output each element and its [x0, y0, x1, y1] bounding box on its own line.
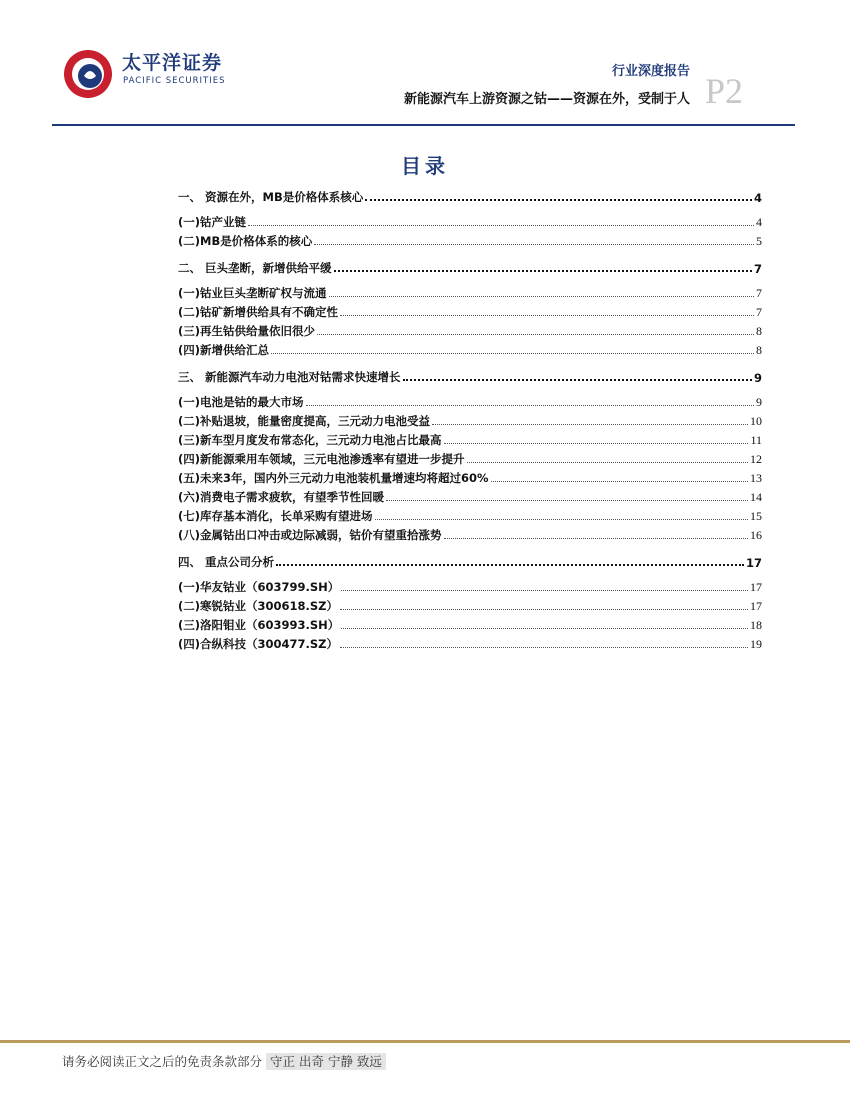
toc-entry-page: 11 — [750, 433, 762, 447]
toc-subsection-entry[interactable] — [178, 634, 762, 652]
toc-leader-dots — [467, 462, 748, 463]
toc-subsection-entry[interactable] — [178, 302, 762, 320]
toc-entry-label: (二)MB是价格体系的核心 — [178, 234, 313, 248]
toc-leader-dots — [444, 538, 748, 539]
toc-leader-dots — [329, 296, 754, 297]
toc-leader-dots — [375, 519, 748, 520]
toc-entry-page: 10 — [750, 414, 762, 428]
toc-entry-label: (四)新增供给汇总 — [178, 343, 270, 357]
toc-entry-page: 8 — [756, 324, 762, 338]
toc-entry-page: 4 — [756, 215, 762, 229]
company-logo — [60, 46, 260, 106]
toc-entry-page: 15 — [750, 509, 762, 523]
toc-entry-page: 12 — [750, 452, 762, 466]
toc-entry-page: 17 — [750, 580, 762, 594]
toc-section-entry[interactable] — [178, 258, 762, 276]
toc-leader-dots — [341, 628, 748, 629]
toc-entry-label: 二、 巨头垄断，新增供给平缓 — [178, 261, 332, 275]
toc-entry-page: 8 — [756, 343, 762, 357]
page-number-label: P2 — [705, 71, 744, 111]
toc-entry-page: 7 — [756, 305, 762, 319]
toc-leader-dots — [334, 270, 752, 272]
toc-leader-dots — [491, 481, 748, 482]
toc-entry-page: 5 — [756, 234, 762, 248]
toc-leader-dots — [403, 379, 752, 381]
toc-subsection-entry[interactable] — [178, 321, 762, 339]
toc-subsection-entry[interactable] — [178, 525, 762, 543]
toc-entry-page: 16 — [750, 528, 762, 542]
toc-subsection-entry[interactable] — [178, 487, 762, 505]
toc-entry-page: 17 — [750, 599, 762, 613]
toc-subsection-entry[interactable] — [178, 283, 762, 301]
toc-entry-label: 一、 资源在外，MB是价格体系核心 — [178, 190, 364, 204]
toc-entry-label: 三、 新能源汽车动力电池对钴需求快速增长 — [178, 370, 401, 384]
toc-leader-dots — [248, 225, 754, 226]
toc-entry-label: (八)金属钴出口冲击或边际减弱，钴价有望重拾涨势 — [178, 528, 442, 542]
toc-entry-label: (一)电池是钴的最大市场 — [178, 395, 304, 409]
logo-chinese-name: 太平洋证券 — [122, 52, 223, 74]
toc-leader-dots — [317, 334, 754, 335]
toc-leader-dots — [340, 647, 748, 648]
toc-leader-dots — [276, 564, 744, 566]
toc-leader-dots — [386, 500, 748, 501]
toc-subsection-entry[interactable] — [178, 468, 762, 486]
toc-entry-page: 9 — [753, 371, 762, 385]
toc-subsection-entry[interactable] — [178, 340, 762, 358]
toc-subsection-entry[interactable] — [178, 212, 762, 230]
toc-subsection-entry[interactable] — [178, 430, 762, 448]
toc-subsection-entry[interactable] — [178, 231, 762, 249]
pacific-securities-logo-icon — [60, 46, 116, 102]
toc-entry-page: 7 — [756, 286, 762, 300]
toc-entry-page: 13 — [750, 471, 762, 485]
footer-motto: 守正 出奇 宁静 致远 — [266, 1053, 386, 1070]
toc-entry-page: 17 — [745, 556, 762, 570]
toc-subsection-entry[interactable] — [178, 411, 762, 429]
toc-entry-page: 9 — [756, 395, 762, 409]
report-type: 行业深度报告 — [611, 64, 690, 79]
toc-entry-label: (三)再生钴供给量依旧很少 — [178, 324, 316, 338]
toc-entry-label: (二)钴矿新增供给具有不确定性 — [178, 305, 339, 319]
toc-title: 目录 — [401, 154, 449, 178]
toc-leader-dots — [432, 424, 748, 425]
toc-subsection-entry[interactable] — [178, 506, 762, 524]
toc-section-entry[interactable] — [178, 187, 762, 205]
toc-subsection-entry[interactable] — [178, 615, 762, 633]
toc-entry-label: (三)新车型月度发布常态化，三元动力电池占比最高 — [178, 433, 442, 447]
toc-subsection-entry[interactable] — [178, 449, 762, 467]
toc-entry-label: (一)钴业巨头垄断矿权与流通 — [178, 286, 327, 300]
toc-entry-page: 18 — [750, 618, 762, 632]
toc-entry-label: (五)未来3年，国内外三元动力电池装机量增速均将超过60% — [178, 471, 489, 485]
toc-subsection-entry[interactable] — [178, 577, 762, 595]
toc-entry-page: 7 — [753, 262, 762, 276]
toc-entry-label: (一)华友钴业（603799.SH） — [178, 580, 340, 594]
toc-leader-dots — [340, 315, 754, 316]
toc-leader-dots — [365, 199, 752, 201]
toc-entry-page: 4 — [753, 191, 762, 205]
footer-divider — [0, 1040, 850, 1043]
toc-entry-label: (四)合纵科技（300477.SZ） — [178, 637, 339, 651]
toc-leader-dots — [340, 609, 748, 610]
toc-leader-dots — [306, 405, 754, 406]
report-title: 新能源汽车上游资源之钴——资源在外，受制于人 — [403, 92, 690, 107]
footer-disclaimer: 请务必阅读正文之后的免责条款部分 — [62, 1054, 263, 1069]
toc-entry-label: (六)消费电子需求疲软，有望季节性回暖 — [178, 490, 385, 504]
toc-entry-label: 四、 重点公司分析 — [178, 555, 275, 569]
toc-leader-dots — [271, 353, 754, 354]
toc-leader-dots — [314, 244, 754, 245]
toc-entry-label: (七)库存基本消化，长单采购有望进场 — [178, 509, 373, 523]
toc-entry-page: 14 — [750, 490, 762, 504]
toc-section-entry[interactable] — [178, 552, 762, 570]
toc-entry-label: (四)新能源乘用车领域，三元电池渗透率有望进一步提升 — [178, 452, 465, 466]
toc-entry-label: (二)补贴退坡，能量密度提高，三元动力电池受益 — [178, 414, 431, 428]
toc-entry-label: (三)洛阳钼业（603993.SH） — [178, 618, 340, 632]
toc-entry-page: 19 — [750, 637, 762, 651]
toc-entry-label: (二)寒锐钴业（300618.SZ） — [178, 599, 339, 613]
toc-leader-dots — [444, 443, 749, 444]
toc-subsection-entry[interactable] — [178, 596, 762, 614]
toc-leader-dots — [341, 590, 748, 591]
toc-subsection-entry[interactable] — [178, 392, 762, 410]
toc-section-entry[interactable] — [178, 367, 762, 385]
footer — [62, 1052, 386, 1070]
logo-english-name: PACIFIC SECURITIES — [123, 76, 226, 86]
toc-entry-label: (一)钴产业链 — [178, 215, 247, 229]
header-divider — [52, 124, 795, 126]
